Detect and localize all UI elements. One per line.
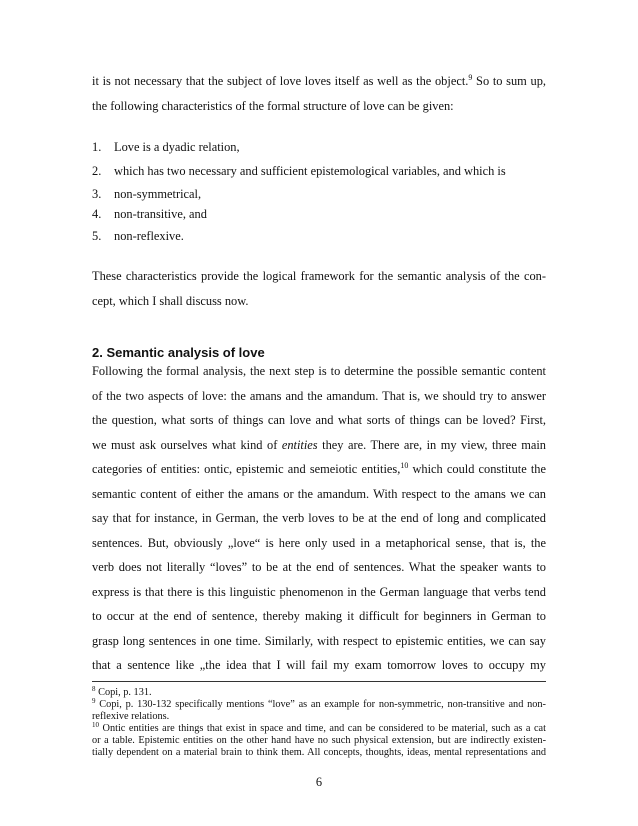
paragraph-line: These characteristics provide the logical framework for the semantic analysis of the con- [92,269,546,283]
paragraph-line: verb does not literally “loves” to be at the end of sentences. What the speaker wants to [92,560,546,574]
text-segment: it is not necessary that the subject of love loves itself as well as the object. [92,74,469,88]
paragraph-line: semantic content of either the amans or the amandum. With respect to the amans we can [92,487,546,501]
list-number: 3. [92,187,102,201]
paragraph-line [92,461,546,477]
text-segment: we must ask ourselves what kind of [92,438,282,452]
footnote-line: tially dependent on a material brain to think them. All concepts, thoughts, ideas, mental representations and [92,747,546,758]
paragraph-line: grasp long sentences in one time. Similarly, with respect to epistemic entities, we can say [92,634,546,648]
footnote-10 [92,723,546,735]
list-item [92,206,546,222]
list-number: 1. [92,140,102,154]
footnote-line: or a table. Epistemic entities on the other hand have no such physical extension, but are indirectly existen- [92,735,546,746]
paragraph-line: Following the formal analysis, the next step is to determine the possible semantic content [92,364,546,378]
list-text: non-symmetrical, [114,187,202,201]
footnote-text: Copi, p. 131. [95,687,152,698]
footnote-number: 8 [92,685,96,693]
list-number: 4. [92,207,102,221]
list-item [92,163,546,179]
footnote-line: reflexive relations. [92,711,170,722]
paragraph-line: the question, what sorts of things can love and what sorts of things can be loved? First, [92,413,546,427]
list-item [92,139,546,155]
paragraph-line: say that for instance, in German, the verb loves to be at the end of long and complicated [92,511,546,525]
paragraph-line [92,73,546,89]
footnote-number: 10 [92,721,99,729]
paragraph-line: cept, which I shall discuss now. [92,294,249,308]
footnote-ref: 9 [468,73,473,82]
paragraph-line: that a sentence like „the idea that I will fail my exam tomorrow loves to occupy my [92,658,546,672]
paragraph-line [92,437,546,453]
footnote-text: Copi, p. 130-132 specifically mentions “love” as an example for non-symmetric, non-transitive and non- [95,699,546,710]
footnote-text: Ontic entities are things that exist in space and time, and can be considered to be material, such as a cat [99,723,546,734]
footnote-ref: 10 [400,461,409,470]
list-item [92,228,546,244]
emphasized-term: entities [281,438,318,452]
list-text: non-transitive, and [114,207,207,221]
footnote-9 [92,699,546,711]
section-heading: 2. Semantic analysis of love [92,345,265,360]
list-number: 2. [92,164,102,178]
text-segment: So to sum up, [472,74,546,88]
paragraph-line: sentences. But, obviously „love“ is here only used in a metaphorical sense, that is, the [92,536,546,550]
footnote-8 [92,687,546,699]
text-segment: they are. There are, in my view, three main [317,438,546,452]
paragraph-line: to occur at the end of sentence, thereby making it difficult for beginners in German to [92,609,546,623]
paragraph-line: the following characteristics of the formal structure of love can be given: [92,99,454,113]
text-segment: categories of entities: ontic, epistemic and semeiotic entities, [92,462,401,476]
list-text: which has two necessary and sufficient epistemological variables, and which is [114,164,506,178]
footnote-number: 9 [92,697,96,705]
list-number: 5. [92,229,102,243]
list-text: non-reflexive. [114,229,184,243]
footnote-separator [92,681,546,682]
page-number: 6 [315,775,323,789]
list-item [92,186,546,202]
paragraph-line: of the two aspects of love: the amans and the amandum. That is, we should try to answer [92,389,546,403]
paragraph-line: express is that there is this linguistic phenomenon in the German language that verbs tend [92,585,546,599]
list-text: Love is a dyadic relation, [114,140,240,154]
text-segment: which could constitute the [408,462,546,476]
